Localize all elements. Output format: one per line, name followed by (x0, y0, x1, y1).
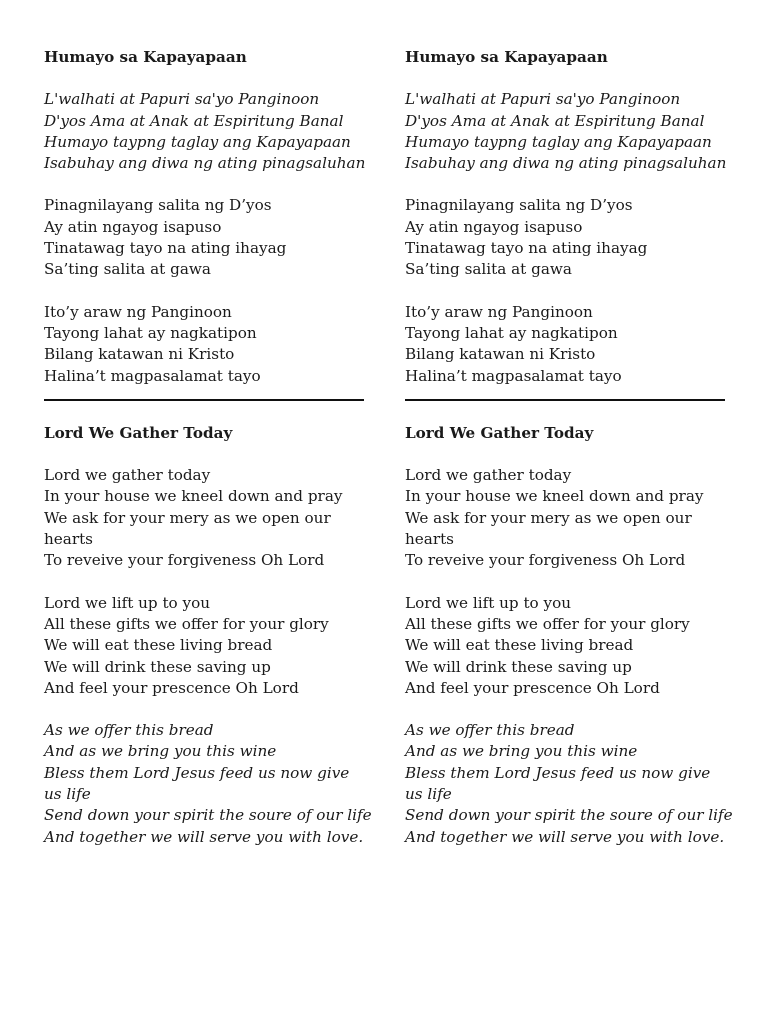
section-divider (405, 399, 725, 401)
right-column (405, 47, 733, 848)
lyric-line: Humayo taypng taglay ang Kapayapaan (405, 132, 712, 151)
lyric-line: D'yos Ama at Anak at Espiritung Banal (405, 111, 705, 130)
song1-title: Humayo sa Kapayapaan (44, 48, 247, 66)
lyric-line: Bless them Lord Jesus feed us now give us life (44, 763, 350, 804)
lyric-line: L'walhati at Papuri sa'yo Panginoon (405, 90, 681, 109)
lyric-line: Halina’t magpasalamat tayo (44, 366, 261, 385)
lyric-line: As we offer this bread (44, 721, 214, 740)
lyric-line: Lord we gather today (44, 466, 211, 485)
lyric-line: Bilang katawan ni Kristo (405, 345, 596, 364)
lyric-line: And feel your prescence Oh Lord (405, 678, 660, 697)
song2-stanza-2 (44, 593, 364, 699)
song2-title: Lord We Gather Today (405, 423, 594, 442)
lyric-line: Ito’y araw ng Panginoon (405, 302, 593, 321)
lyric-line: Ay atin ngayog isapuso (44, 217, 222, 236)
lyric-line: Tinatawag tayo na ating ihayag (405, 239, 648, 258)
lyric-line: Humayo taypng taglay ang Kapayapaan (44, 132, 351, 151)
lyric-line: D'yos Ama at Anak at Espiritung Banal (44, 111, 344, 130)
lyric-line: Send down your spirit the soure of our life (44, 806, 372, 825)
lyric-line: Lord we lift up to you (44, 593, 211, 612)
song1-title: Humayo sa Kapayapaan (405, 48, 608, 66)
lyric-line: Ito’y araw ng Panginoon (44, 302, 232, 321)
song1-stanza-2 (44, 195, 364, 280)
lyric-line: And together we will serve you with love. (405, 827, 725, 846)
lyric-line: As we offer this bread (405, 721, 575, 740)
lyric-line: Lord we gather today (405, 466, 572, 485)
lyric-line: All these gifts we offer for your glory (405, 614, 690, 633)
song1-stanza-2 (405, 195, 725, 280)
song2-stanza-2 (405, 593, 725, 699)
song2-stanza-1 (44, 465, 364, 571)
lyric-line: We ask for your mery as we open our hearts (405, 508, 692, 549)
lyric-line: Ay atin ngayog isapuso (405, 217, 583, 236)
lyric-line: In your house we kneel down and pray (44, 487, 343, 506)
lyric-line: And as we bring you this wine (44, 742, 277, 761)
lyric-line: And together we will serve you with love. (44, 827, 364, 846)
lyric-line: In your house we kneel down and pray (405, 487, 704, 506)
lyric-line: Isabuhay ang diwa ng ating pinagsaluhan (405, 154, 727, 173)
lyric-line: We will eat these living bread (44, 636, 273, 655)
song2-stanza-3 (44, 720, 372, 848)
lyric-line: To reveive your forgiveness Oh Lord (405, 551, 686, 570)
lyric-line: L'walhati at Papuri sa'yo Panginoon (44, 90, 320, 109)
section-divider (44, 399, 364, 401)
lyric-line: Send down your spirit the soure of our life (405, 806, 733, 825)
lyric-line: Sa’ting salita at gawa (44, 260, 211, 279)
lyric-line: Tayong lahat ay nagkatipon (405, 323, 618, 342)
lyric-line: Pinagnilayang salita ng D’yos (405, 196, 633, 215)
song2-title: Lord We Gather Today (44, 423, 233, 442)
lyric-line: And feel your prescence Oh Lord (44, 678, 299, 697)
song1-stanza-1 (44, 89, 364, 174)
left-column (44, 47, 372, 848)
lyric-line: Tayong lahat ay nagkatipon (44, 323, 257, 342)
lyric-line: And as we bring you this wine (405, 742, 638, 761)
lyric-line: We will eat these living bread (405, 636, 634, 655)
song1-stanza-1 (405, 89, 725, 174)
song1-stanza-3 (405, 302, 725, 387)
lyric-line: Halina’t magpasalamat tayo (405, 366, 622, 385)
lyric-line: Pinagnilayang salita ng D’yos (44, 196, 272, 215)
lyric-line: Isabuhay ang diwa ng ating pinagsaluhan (44, 154, 366, 173)
song2-stanza-1 (405, 465, 725, 571)
lyric-line: Sa’ting salita at gawa (405, 260, 572, 279)
lyric-line: We will drink these saving up (405, 657, 632, 676)
song2-stanza-3 (405, 720, 733, 848)
lyric-line: Bless them Lord Jesus feed us now give us life (405, 763, 711, 804)
lyric-line: To reveive your forgiveness Oh Lord (44, 551, 325, 570)
lyric-line: Tinatawag tayo na ating ihayag (44, 239, 287, 258)
lyric-line: We will drink these saving up (44, 657, 271, 676)
lyric-line: We ask for your mery as we open our hearts (44, 508, 331, 549)
lyric-line: Bilang katawan ni Kristo (44, 345, 235, 364)
lyric-line: Lord we lift up to you (405, 593, 572, 612)
song1-stanza-3 (44, 302, 364, 387)
lyric-line: All these gifts we offer for your glory (44, 614, 329, 633)
